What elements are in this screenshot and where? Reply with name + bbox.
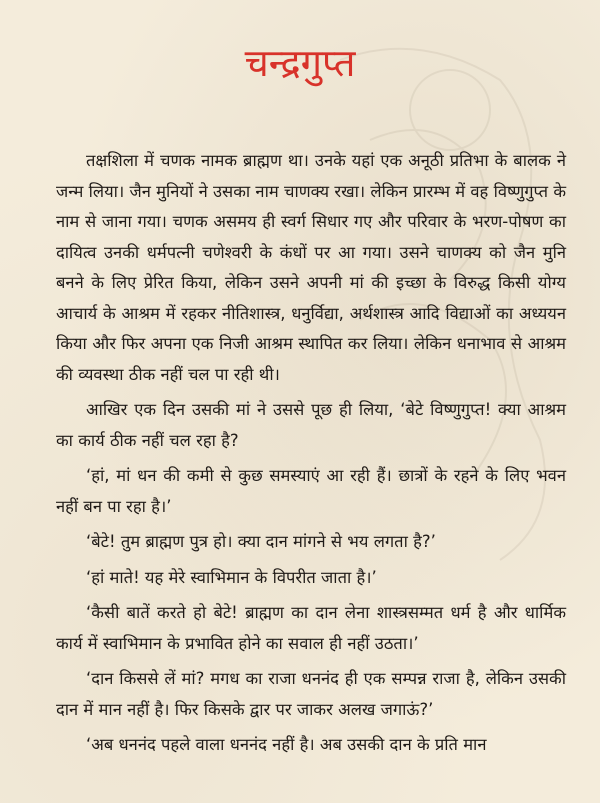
paragraph: ‘दान किससे लें मां? मगध का राजा धननंद ही एक सम्पन्न राजा है, लेकिन उसकी दान में मान नहीं है। फिर किसके द्वार पर जाकर अलख जगाऊं?’	[56, 669, 566, 719]
paragraph: ‘कैसी बातें करते हो बेटे! ब्राह्मण का दान लेना शास्त्रसम्मत धर्म है और धार्मिक कार्य में स्वाभिमान के प्रभावित होने का सवाल ही नहीं उठता।’	[56, 603, 566, 653]
paragraph: तक्षशिला में चणक नामक ब्राह्मण था। उनके यहां एक अनूठी प्रतिभा के बालक ने जन्म लिया। जैन मुनियों ने उसका नाम चाणक्य रखा। लेकिन प्रारम्भ में वह विष्णुगुप्त के नाम से जाना गया। चणक असमय ही स्वर्ग सिधार गए और परिवार के भरण-पोषण का दायित्व उनकी धर्मपत्नी चणेश्वरी के कंधों पर आ गया। उसने चाणक्य को जैन मुनि बनने के लिए प्रेरित किया, लेकिन उसने अपनी मां की इच्छा के विरुद्ध किसी योग्य आचार्य के आश्रम में रहकर नीतिशास्त्र, धनुर्विद्या, अर्थशास्त्र आदि विद्याओं का अध्ययन किया और फिर अपना एक निजी आश्रम स्थापित कर लिया। लेकिन धनाभाव से आश्रम की व्यवस्था ठीक नहीं चल पा रही थी।	[56, 151, 566, 384]
paragraph: ‘हां, मां धन की कमी से कुछ समस्याएं आ रही हैं। छात्रों के रहने के लिए भवन नहीं बन पा रहा है।’	[56, 466, 566, 516]
paragraph: ‘अब धननंद पहले वाला धननंद नहीं है। अब उसकी दान के प्रति मान	[86, 735, 487, 754]
paragraph: आखिर एक दिन उसकी मां ने उससे पूछ ही लिया, ‘बेटे विष्णुगुप्त! क्या आश्रम का कार्य ठीक नहीं चल रहा है?	[56, 400, 566, 450]
paragraph: ‘हां माते! यह मेरे स्वाभिमान के विपरीत जाता है।’	[86, 567, 377, 587]
chapter-title: चन्द्रगुप्त	[244, 41, 356, 85]
chapter-body	[56, 146, 566, 766]
paragraph: ‘बेटे! तुम ब्राह्मण पुत्र हो। क्या दान मांगने से भय लगता है?’	[86, 532, 436, 551]
